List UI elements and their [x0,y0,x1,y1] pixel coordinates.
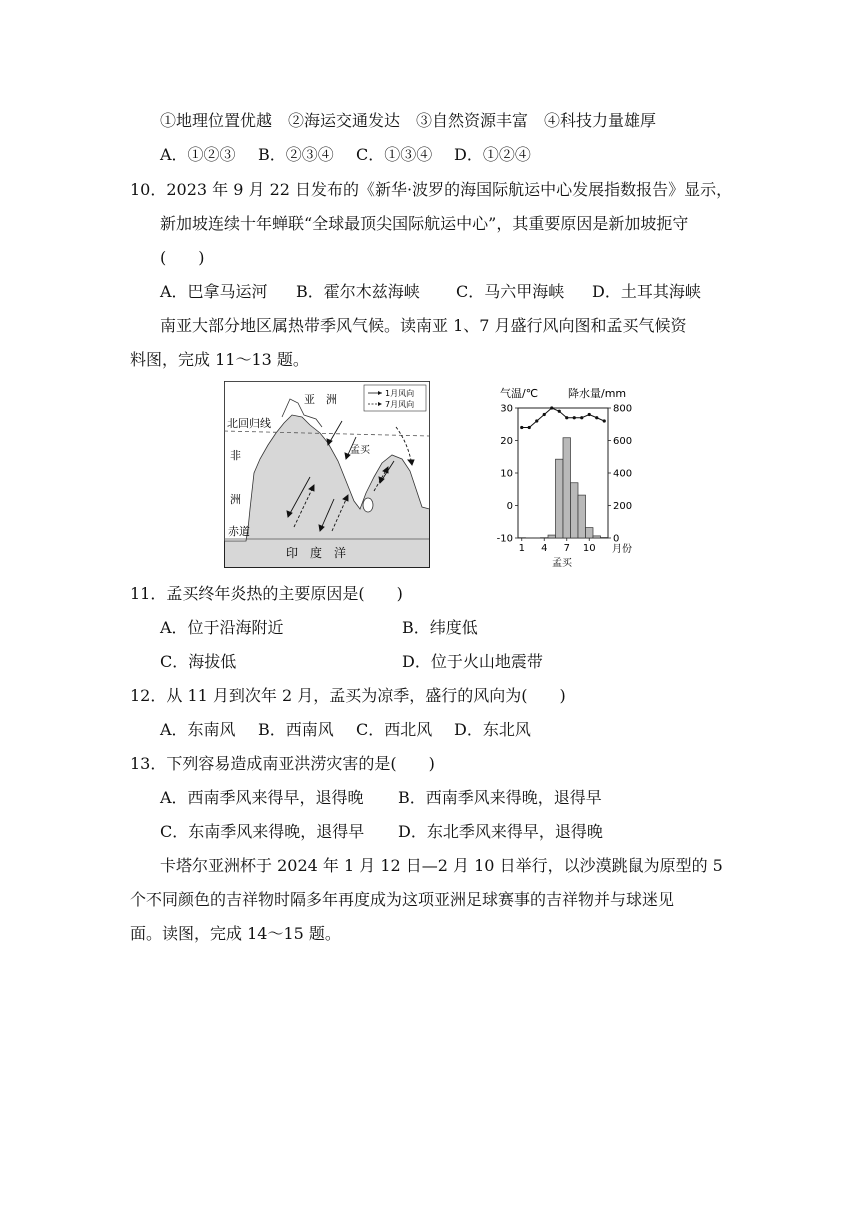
q10-option-a[interactable]: A．巴拿马运河 [160,282,268,301]
q11-option-c[interactable]: C．海拔低 [160,652,237,671]
mumbai-climate-chart [486,384,646,572]
temperature-point [580,416,583,419]
temperature-point [520,426,523,429]
q12-options [160,719,531,741]
q10-option-d[interactable]: D．土耳其海峡 [592,282,701,301]
y-left-label: 气温/℃ [500,387,539,400]
y-right-tick-label: 200 [613,501,633,512]
temperature-point [535,419,538,422]
x-tick-label: 10 [582,543,596,554]
tropic-label: 北回归线 [227,417,271,430]
legend-jul-label: 7月风向 [385,400,415,409]
temperature-point [565,416,568,419]
q9-option-d[interactable]: D．①②④ [454,145,531,164]
temperature-point [573,416,576,419]
q13-option-a[interactable]: A．西南季风来得早，退得晚 [160,788,364,807]
y-right-tick-label: 800 [613,403,633,415]
intro-14-15-line3: 面。读图，完成 14～15 题。 [130,924,341,943]
temperature-point [558,410,561,413]
precipitation-bar [593,536,601,538]
y-right-tick-label: 600 [613,436,633,447]
temperature-point [588,413,591,416]
intro-11-13-line1: 南亚大部分地区属热带季风气候。读南亚 1、7 月盛行风向图和孟买气候资 [160,316,687,335]
intro-11-13-line2: 料图，完成 11～13 题。 [130,350,309,369]
precipitation-bar [556,459,564,538]
q13-options-row1 [160,787,602,809]
south-asia-wind-map [224,381,430,568]
q9-options [160,144,531,166]
temperature-point [550,406,553,409]
y-left-tick-label: 20 [500,436,513,447]
q13-stem: 13．下列容易造成南亚洪涝灾害的是( ) [130,754,435,773]
precipitation-bar [578,495,586,538]
mumbai-label: 孟买 [350,445,370,456]
temperature-point [595,416,598,419]
q10-stem-line2: 新加坡连续十年蝉联“全球最顶尖国际航运中心”，其重要原因是新加坡扼守 [160,214,689,233]
africa-label-2: 洲 [230,493,241,506]
q13-options-row2 [160,821,603,843]
x-axis-label: 月份 [612,544,632,555]
q11-stem: 11．孟买终年炎热的主要原因是( ) [130,584,403,603]
temperature-point [543,413,546,416]
x-tick-label: 7 [563,543,570,554]
ocean-label: 印 度 洋 [286,546,347,560]
q9-option-c[interactable]: C．①③④ [356,145,433,164]
equator-label: 赤道 [228,525,250,538]
temperature-point [603,419,606,422]
y-left-tick-label: 10 [500,468,513,480]
q10-option-c[interactable]: C．马六甲海峡 [456,282,565,301]
intro-14-15-line1: 卡塔尔亚洲杯于 2024 年 1 月 12 日—2 月 10 日举行，以沙漠跳鼠为原型的 5 [160,856,723,875]
temperature-point [528,426,531,429]
q12-option-b[interactable]: B．西南风 [258,720,334,739]
x-tick-label: 4 [541,543,548,554]
intro-14-15-line2: 个不同颜色的吉祥物时隔多年再度成为这项亚洲足球赛事的吉祥物并与球迷见 [130,890,675,909]
q9-option-b[interactable]: B．②③④ [258,145,334,164]
q13-option-c[interactable]: C．东南季风来得晚，退得早 [160,822,365,841]
q11-option-a[interactable]: A．位于沿海附近 [160,618,284,637]
q10-option-b[interactable]: B．霍尔木兹海峡 [296,282,420,301]
q10-answer-blank: ( ) [160,248,205,267]
q13-option-b[interactable]: B．西南季风来得晚，退得早 [398,788,602,807]
q10-options [160,281,701,303]
q13-option-d[interactable]: D．东北季风来得早，退得晚 [398,822,603,841]
q12-stem: 12．从 11 月到次年 2 月，孟买为凉季，盛行的风向为( ) [130,686,566,705]
y-right-tick-label: 0 [613,533,620,545]
y-right-label: 降水量/mm [568,387,627,400]
legend-jan-label: 1月风向 [385,389,415,398]
q9-option-a[interactable]: A．①②③ [160,145,236,164]
africa-label-1: 非 [230,449,241,462]
temperature-line [522,408,605,428]
chart-caption: 孟买 [552,558,572,569]
x-tick-label: 1 [518,543,525,554]
y-right-tick-label: 400 [613,468,633,480]
precipitation-bar [548,535,556,538]
y-left-tick-label: 0 [506,501,513,512]
asia-label: 亚 洲 [304,393,337,406]
q12-option-a[interactable]: A．东南风 [160,720,236,739]
precipitation-bar [563,438,571,538]
precipitation-bar [586,528,594,538]
q11-option-b[interactable]: B．纬度低 [402,618,478,637]
y-left-tick-label: -10 [496,533,513,545]
q10-stem-line1: 10．2023 年 9 月 22 日发布的《新华·波罗的海国际航运中心发展指数报告》显示， [130,180,733,199]
q11-option-d[interactable]: D．位于火山地震带 [402,652,543,671]
q12-option-c[interactable]: C．西北风 [356,720,433,739]
q9-choices: ①地理位置优越 ②海运交通发达 ③自然资源丰富 ④科技力量雄厚 [160,111,657,130]
y-left-tick-label: 30 [500,403,513,415]
q12-option-d[interactable]: D．东北风 [454,720,531,739]
precipitation-bar [571,483,579,538]
